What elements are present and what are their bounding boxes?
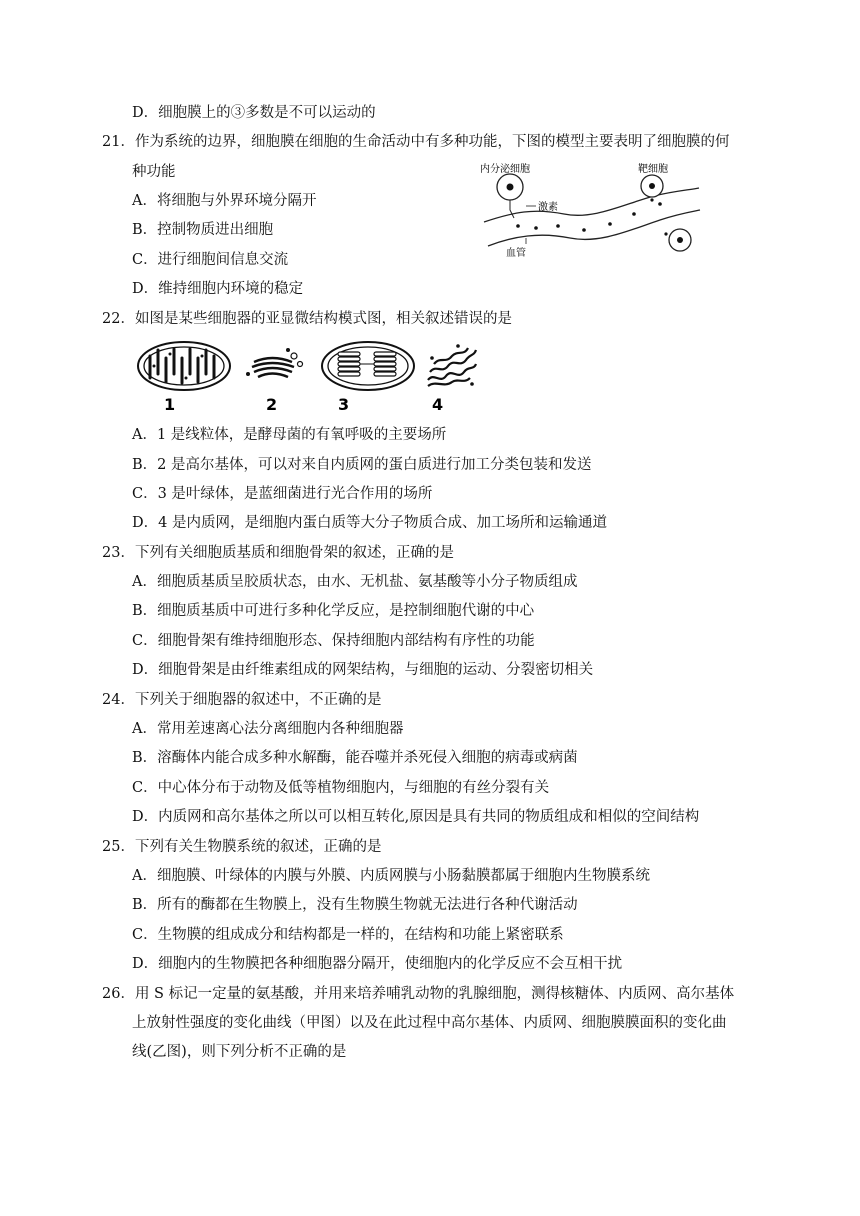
svg-text:靶细胞: 靶细胞 <box>638 164 668 175</box>
q26-stem-line1: 26．用 S 标记一定量的氨基酸，并用来培养哺乳动物的乳腺细胞，测得核糖体、内质网、高尔基体 <box>102 986 735 1002</box>
q22-option-b: B．2 是高尔基体，可以对来自内质网的蛋白质进行加工分类包装和发送 <box>132 457 592 473</box>
q21-option-b: B．控制物质进出细胞 <box>132 222 274 238</box>
mitochondrion-icon <box>138 342 230 390</box>
q21-option-a: A．将细胞与外界环境分隔开 <box>132 193 317 209</box>
q22-stem: 22．如图是某些细胞器的亚显微结构模式图，相关叙述错误的是 <box>102 311 512 327</box>
q25-option-a: A．细胞膜、叶绿体的内膜与外膜、内质网膜与小肠黏膜都属于细胞内生物膜系统 <box>132 868 650 884</box>
q22-organelle-figure <box>128 336 488 416</box>
q20-option-d: D．细胞膜上的③多数是不可以运动的 <box>132 105 376 121</box>
q24-option-d: D．内质网和高尔基体之所以可以相互转化,原因是具有共同的物质组成和相似的空间结构 <box>132 809 700 825</box>
q22-option-d: D．4 是内质网，是细胞内蛋白质等大分子物质合成、加工场所和运输通道 <box>132 515 607 531</box>
q21-stem-line1: 21．作为系统的边界，细胞膜在细胞的生命活动中有多种功能，下图的模型主要表明了细胞膜的何 <box>102 134 730 150</box>
q24-option-a: A．常用差速离心法分离细胞内各种细胞器 <box>132 721 404 737</box>
svg-text:2: 2 <box>266 395 278 414</box>
q26-stem-line2: 上放射性强度的变化曲线（甲图）以及在此过程中高尔基体、内质网、细胞膜膜面积的变化曲 <box>132 1015 727 1031</box>
q21-hormone-figure <box>474 160 704 260</box>
q22-option-c: C．3 是叶绿体，是蓝细菌进行光合作用的场所 <box>132 486 433 502</box>
svg-text:激素: 激素 <box>538 202 558 213</box>
svg-text:内分泌细胞: 内分泌细胞 <box>480 164 530 175</box>
q23-option-d: D．细胞骨架是由纤维素组成的网架结构，与细胞的运动、分裂密切相关 <box>132 662 594 678</box>
q23-option-b: B．细胞质基质中可进行多种化学反应，是控制细胞代谢的中心 <box>132 603 535 619</box>
svg-text:4: 4 <box>432 395 444 414</box>
q24-option-c: C．中心体分布于动物及低等植物细胞内，与细胞的有丝分裂有关 <box>132 780 550 796</box>
q23-option-c: C．细胞骨架有维持细胞形态、保持细胞内部结构有序性的功能 <box>132 633 535 649</box>
golgi-icon <box>246 348 303 377</box>
endoplasmic-reticulum-icon <box>428 344 476 386</box>
q21-option-c: C．进行细胞间信息交流 <box>132 252 289 268</box>
chloroplast-icon <box>322 342 414 390</box>
svg-text:血管: 血管 <box>506 248 526 259</box>
q22-option-a: A．1 是线粒体，是酵母菌的有氧呼吸的主要场所 <box>132 427 447 443</box>
q23-stem: 23．下列有关细胞质基质和细胞骨架的叙述，正确的是 <box>102 545 454 561</box>
q25-option-b: B．所有的酶都在生物膜上，没有生物膜生物就无法进行各种代谢活动 <box>132 897 578 913</box>
q21-stem-line2: 种功能 <box>132 164 176 180</box>
q24-option-b: B．溶酶体内能合成多种水解酶，能吞噬并杀死侵入细胞的病毒或病菌 <box>132 750 578 766</box>
q25-stem: 25．下列有关生物膜系统的叙述，正确的是 <box>102 839 382 855</box>
q21-option-d: D．维持细胞内环境的稳定 <box>132 281 304 297</box>
q24-stem: 24．下列关于细胞器的叙述中，不正确的是 <box>102 692 382 708</box>
q23-option-a: A．细胞质基质呈胶质状态，由水、无机盐、氨基酸等小分子物质组成 <box>132 574 578 590</box>
q25-option-c: C．生物膜的组成成分和结构都是一样的，在结构和功能上紧密联系 <box>132 927 564 943</box>
svg-text:1: 1 <box>164 395 176 414</box>
q26-stem-line3: 线(乙图)，则下列分析不正确的是 <box>132 1044 347 1060</box>
q25-option-d: D．细胞内的生物膜把各种细胞器分隔开，使细胞内的化学反应不会互相干扰 <box>132 956 623 972</box>
svg-text:3: 3 <box>338 395 350 414</box>
